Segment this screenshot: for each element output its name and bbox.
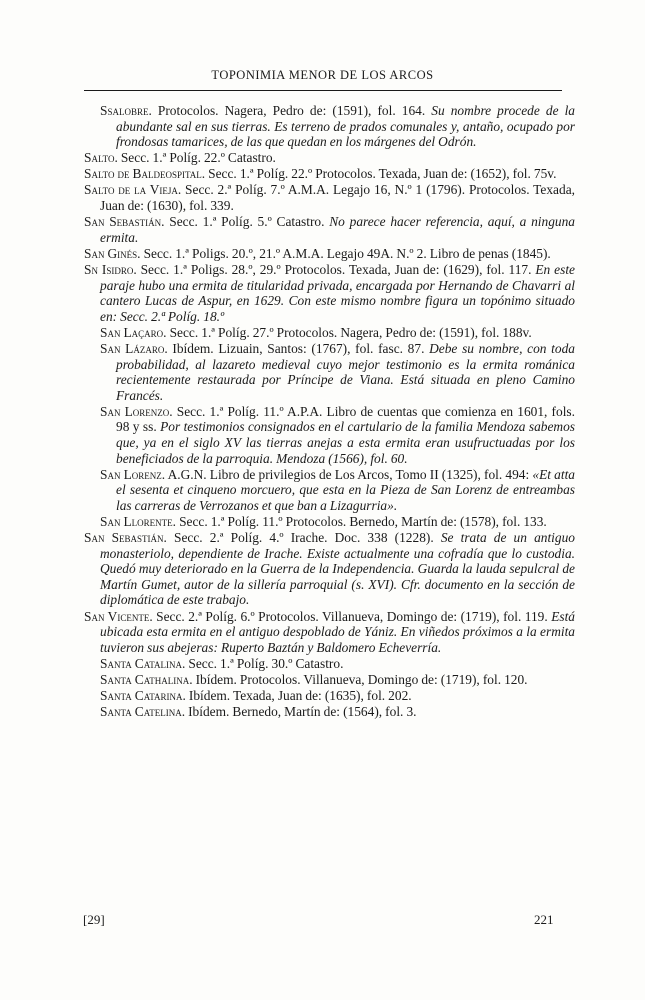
entry-note: Debe su nombre, con toda probabilidad, al lazareto medieval cuyo mejor testimonio es la ermita románica recientemente restaurada por Príncipe de Viana. Está situada en pleno Camino Francés. [116,340,575,403]
entry-text: A.G.N. Libro de privilegios de Los Arcos, Tomo II (1325), fol. 494: [165,466,533,482]
entry-term: San Sebastián. [84,530,167,546]
running-title: TOPONIMIA MENOR DE LOS ARCOS [211,68,434,82]
entry-san-lacaro [100,325,575,341]
entry-text: Secc. 2.ª Políg. 4.º Irache. Doc. 338 (1228). [166,530,441,546]
entry-note: Se trata de un antiguo monasteriolo, dependiente de Irache. Existe actualmente una cofradía que lo custodia. Quedó muy deteriorado en la Guerra de la Independencia. Guarda la lauda sepulcral de Martín Gumet, autor de la sillería parroquial (s. XVI). Cfr. documento en la sección de diplomática de este trabajo. [100,530,575,608]
entry-text: Secc. 1.ª Políg. 22.º Catastro. [117,150,276,166]
entry-note: No parece hacer referencia, aquí, a ninguna ermita. [100,214,575,245]
page-number: 221 [534,912,554,927]
entry-term: Santa Catelina. [100,704,186,720]
entry-salto-de-baldeospital [84,166,575,182]
entry-text: Secc. 2.ª Políg. 6.º Protocolos. Villanueva, Domingo de: (1719), fol. 119. [152,608,552,624]
entry-santa-catalina [100,656,575,672]
entry-text: Ibídem. Lizuain, Santos: (1767), fol. fasc. 87. [167,340,430,356]
entry-term: San Lázaro. [100,340,168,356]
entry-san-vicente [84,609,575,656]
entry-text: Ibídem. Texada, Juan de: (1635), fol. 202. [185,687,412,703]
entry-san-sebastian-2 [84,530,575,608]
entry-term: Santa Catarina. [100,687,186,703]
entry-santa-cathalina [100,672,575,688]
entry-term: Santa Cathalina. [100,671,193,687]
entry-term: San Sebastián. [84,214,165,230]
entry-note: «Et atta el sesenta et cinqueno morcuero, que esta en la Pieza de San Lorenz de entreambas las carreras de Verrozanos et que ban a Lizagurria». [116,466,575,513]
entry-san-lorenz [100,467,575,514]
entry-text: Secc. 1.ª Políg. 30.º Catastro. [185,655,344,671]
header-rule [84,90,562,91]
section-number: [29] [83,912,105,927]
entry-term: San Vicente. [84,608,153,624]
entry-salto-de-la-vieja [84,182,575,213]
entry-list [0,103,645,720]
entry-note: Está ubicada esta ermita en el antiguo despoblado de Yániz. En viñedos próximos a la ermita tuvieron sus abejeras: Ruperto Baztán y Baldomero Echeverría. [100,608,575,655]
entry-text: Protocolos. Nagera, Pedro de: (1591), fol. 164. [151,103,432,118]
entry-san-lazaro [100,341,575,403]
entry-text: Ibídem. Protocolos. Villanueva, Domingo de: (1719), fol. 120. [192,671,528,687]
entry-term: San Lorenz. [100,466,166,482]
entry-text: Secc. 1.ª Políg. 22.º Protocolos. Texada, Juan de: (1652), fol. 75v. [205,166,557,182]
entry-term: Santa Catalina. [100,655,186,671]
entry-term: San Llorente. [100,513,177,529]
entry-text: Secc. 1.ª Políg. 5.º Catastro. [164,214,330,230]
entry-san-gines [84,246,575,262]
entry-note: En este paraje hubo una ermita de titularidad privada, encargada por Hernando de Chavarri al cantero Lucas de Aspur, en 1629. Con este mismo nombre figura un topónimo situado en: Secc. 2.ª Políg. 18.º [100,261,575,324]
entry-term: Salto de la Vieja. [84,182,182,198]
entry-note: Por testimonios consignados en el cartulario de la familia Mendoza sabemos que, ya en el siglo XV las tierras anejas a esta ermita eran usufructuadas por los beneficiados de la parroquia. Mendoza (1566), fol. 60. [116,419,575,466]
entry-text: Ibídem. Bernedo, Martín de: (1564), fol. 3. [185,704,417,720]
entry-text: Secc. 1.ª Poligs. 20.º, 21.º A.M.A. Legajo 49A. N.º 2. Libro de penas (1845). [140,245,551,261]
entry-term: Sn Isidro. [84,261,137,277]
entry-term: Salto. [84,150,118,166]
entry-term: San Laçaro. [100,324,167,340]
entry-text: Secc. 1.ª Políg. 11.º A.P.A. Libro de cuentas que comienza en 1601, fols. 98 y ss. [116,403,575,435]
entry-term: Salto de Baldeospital. [84,166,206,182]
entry-text: Secc. 1.ª Poligs. 28.º, 29.º Protocolos. Texada, Juan de: (1629), fol. 117. [136,261,536,277]
entry-ssalobre [100,103,575,150]
entry-san-lorenzo [100,404,575,466]
entry-santa-catelina [100,704,575,720]
entry-san-llorente [100,514,575,530]
entry-term: Ssalobre. [100,103,152,118]
entry-text: Secc. 1.ª Políg. 11.º Protocolos. Bernedo, Martín de: (1578), fol. 133. [176,513,547,529]
entry-term: San Lorenzo. [100,403,173,419]
entry-sn-isidro [84,262,575,324]
entry-note: Su nombre procede de la abundante sal en sus tierras. Es terreno de prados comunales y, antaño, ocupado por frondosas tamarices, de las que quedan en los márgenes del Odrón. [116,103,575,150]
entry-text: Secc. 2.ª Políg. 7.º A.M.A. Legajo 16, N.º 1 (1796). Protocolos. Texada, Juan de: (1630), fol. 339. [100,182,575,214]
entry-text: Secc. 1.ª Políg. 27.º Protocolos. Nagera, Pedro de: (1591), fol. 188v. [166,324,532,340]
entry-san-sebastian-1 [84,214,575,245]
entry-term: San Ginés. [84,245,141,261]
entry-santa-catarina [100,688,575,704]
entry-salto [84,150,575,166]
